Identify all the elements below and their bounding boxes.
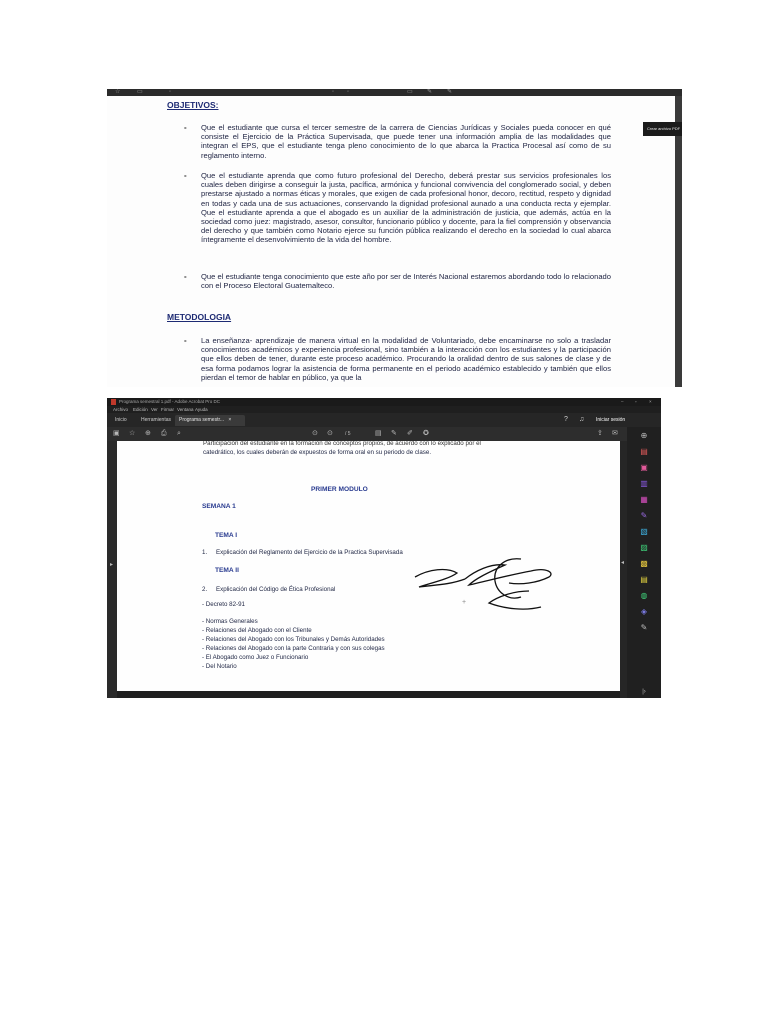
page-up-icon[interactable]: ◦ (332, 89, 335, 95)
protect-icon[interactable]: ▤ (640, 575, 648, 584)
menu-edicion[interactable]: Edición (133, 407, 148, 412)
objective-paragraph-2: Que el estudiante aprenda que como futuro profesional del Derecho, deberá prestar sus servicios profesionales los cuales deben dirigirse a conseguir la justa, pacífica, armónica y funcional convivencia del conglomerado social, y deben prestarse ajustado a normas éticas y morales, que exigen de cada profesional honor, decoro, rectitud, respeto y dignidad en todas y cada una de sus actuaciones, conservando la dignidad profesional aunado a una conducta recta y ejemplar. Que el estudiante aprenda a que el abogado es un auxiliar de la administración de justicia, que además, actúa en la sociedad como juez: magistrado, asesor, consultor, funcionario público y docente, para la fiel comprensión y observancia del derecho y que también como Notario ejerce su función pública realizando el derecho en la sociedad lo cual abarca íntegramente el desenvolvimiento de la vida del hombre. (201, 171, 611, 245)
more-tools-icon[interactable]: ✎ (640, 623, 648, 632)
search-icon[interactable]: ⌕ (177, 430, 181, 437)
list-item: - Relaciones del Abogado con el Cliente (202, 627, 312, 634)
share-icon[interactable]: ⇪ (597, 430, 603, 437)
tema-1-title: TEMA I (215, 532, 238, 539)
combine-files-icon[interactable]: ✎ (640, 511, 648, 520)
page-counter: / 5 (345, 431, 351, 437)
comment-icon[interactable]: ▭ (407, 89, 413, 95)
mail-icon[interactable]: ✉ (612, 430, 618, 437)
tab-document[interactable] (175, 415, 245, 426)
acrobat-window (107, 398, 661, 698)
document-page (117, 441, 620, 691)
fill-sign-icon[interactable]: ◍ (640, 591, 648, 600)
left-navigation-panel (107, 441, 117, 698)
help-icon[interactable]: ? (564, 416, 568, 423)
menu-bar (107, 406, 661, 413)
list-item: - Relaciones del Abogado con los Tribunales y Demás Autoridades (202, 636, 385, 643)
decree-line: - Decreto 82-91 (202, 601, 245, 608)
methodology-paragraph: La enseñanza- aprendizaje de manera virtual en la modalidad de Voluntariado, debe encaminarse no solo a trasladar conocimientos académicos y experiencia profesional, sino también a la interacción con los estudiantes y la participación que ellos deben de tener, durante este proceso académico. Procurando la oralidad dentro de sus salones de clase y de esa forma podamos lograr la asistencia de forma permanente en el periodo académico establecido y también que ellos pierdan el temor de hablar en público, ya que la (201, 336, 611, 382)
export-pdf-icon[interactable]: ▣ (640, 463, 648, 472)
list-item: - Del Notario (202, 663, 237, 670)
right-panel (675, 96, 682, 387)
shield-icon[interactable]: ◈ (640, 607, 648, 616)
document-page (107, 96, 682, 387)
sign-icon[interactable]: ✎ (447, 89, 453, 95)
tab-close-icon[interactable]: × (228, 417, 232, 423)
item-2-text: Explicación del Código de Ética Profesional (216, 586, 336, 593)
redact-icon[interactable]: ▩ (640, 559, 648, 568)
list-item: - El Abogado como Juez o Funcionario (202, 654, 309, 661)
collapse-right-icon[interactable]: ◂ (621, 560, 625, 566)
tab-document-label: Programa semestr... (179, 417, 225, 423)
objectives-heading: OBJETIVOS: (167, 100, 219, 110)
tooltip: Crear archivo PDF (643, 122, 682, 136)
methodology-heading: METODOLOGIA (167, 312, 232, 322)
create-pdf-icon[interactable]: ▤ (640, 447, 648, 456)
bullet: - (184, 336, 187, 345)
module-title: PRIMER MODULO (311, 486, 368, 493)
tools-pane (627, 427, 661, 698)
menu-ayuda[interactable]: Ayuda (195, 407, 208, 412)
intro-line-2: catedrático, los cuales deberán de expuestos de forma oral en su periodo de clase. (203, 449, 432, 456)
comment-icon[interactable]: ▤ (375, 430, 382, 437)
pen-icon[interactable]: ✎ (391, 430, 397, 437)
save-icon[interactable]: ▣ (113, 430, 120, 437)
zoom-icon[interactable]: ◦ (169, 89, 172, 95)
comment-tool-icon[interactable]: ▦ (640, 495, 648, 504)
intro-line-1: Participación del estudiante en la formación de conceptos propios, de acuerdo con lo explicado por el (203, 440, 481, 447)
document-screenshot-top (107, 89, 682, 387)
toolbar (107, 427, 661, 441)
close-window-icon[interactable]: × (649, 399, 652, 404)
bullet: - (184, 123, 187, 132)
menu-archivo[interactable]: Archivo (113, 407, 129, 412)
maximize-icon[interactable]: ▫ (635, 399, 637, 404)
viewer-toolbar (107, 89, 682, 96)
list-item: - Normas Generales (202, 618, 258, 625)
objective-paragraph-1: Que el estudiante que cursa el tercer semestre de la carrera de Ciencias Jurídicas y Sociales pueda conocer en qué consiste el Ejercicio de la Práctica Supervisada, que puede tener una información amplia de las modalidades que integran el EPS, que el estudiante tenga pleno conocimiento de lo que abarca la Practica Procesal así como de su reglamento interno. (201, 123, 611, 160)
list-item: - Relaciones del Abogado con la parte Contraria y con sus colegas (202, 645, 385, 652)
menu-ventana[interactable]: Ventana (177, 407, 194, 412)
tab-bar (107, 413, 661, 427)
print-icon[interactable]: ▭ (137, 89, 143, 95)
right-gutter (620, 441, 627, 698)
item-1-number: 1. (202, 549, 208, 556)
bullet: - (184, 272, 187, 281)
title-bar (107, 398, 661, 406)
window-title: Programa semestral 1.pdf - Adobe Acrobat Pro DC (119, 399, 221, 404)
week-title: SEMANA 1 (202, 503, 236, 510)
cursor-icon: + (462, 599, 467, 606)
page-down-icon[interactable]: ◦ (347, 89, 350, 95)
print-icon[interactable]: ⎙ (161, 430, 167, 437)
highlight-icon[interactable]: ✐ (407, 430, 413, 437)
minimize-icon[interactable]: – (621, 399, 624, 404)
zoom-in-icon[interactable]: ⊕ (640, 431, 648, 440)
star-icon[interactable]: ☆ (129, 430, 136, 437)
handwritten-signature (409, 555, 559, 617)
expand-left-icon[interactable]: ▸ (110, 562, 114, 568)
bottom-bar (117, 691, 620, 698)
prev-page-icon[interactable]: ⊙ (312, 430, 318, 437)
tab-inicio[interactable]: Inicio (115, 417, 127, 423)
collapse-pane-icon[interactable]: |› (642, 689, 646, 695)
organize-pages-icon[interactable]: ▧ (640, 527, 648, 536)
stamp-icon[interactable]: ✪ (423, 430, 429, 437)
compress-icon[interactable]: ▨ (640, 543, 648, 552)
menu-ver[interactable]: Ver (151, 407, 158, 412)
edit-pdf-icon[interactable]: ▥ (640, 479, 648, 488)
objective-paragraph-3: Que el estudiante tenga conocimiento que este año por ser de Interés Nacional estaremos abordando todo lo relacionado con el Proceso Electoral Guatemalteco. (201, 272, 611, 291)
pen-icon[interactable]: ✎ (427, 89, 433, 95)
bell-icon[interactable]: ♫ (579, 416, 585, 423)
star-icon[interactable]: ☆ (115, 89, 121, 95)
item-2-number: 2. (202, 586, 208, 593)
sign-in-button[interactable]: Iniciar sesión (596, 417, 626, 423)
item-1-text: Explicación del Reglamento del Ejercicio de la Practica Supervisada (216, 549, 403, 556)
upload-icon[interactable]: ⊕ (145, 430, 151, 437)
app-logo-icon (111, 399, 116, 405)
tema-2-title: TEMA II (215, 567, 239, 574)
bullet: - (184, 171, 187, 180)
next-page-icon[interactable]: ⊙ (327, 430, 333, 437)
tab-herramientas[interactable]: Herramientas (141, 417, 172, 423)
menu-firmar[interactable]: Firmar (161, 407, 174, 412)
